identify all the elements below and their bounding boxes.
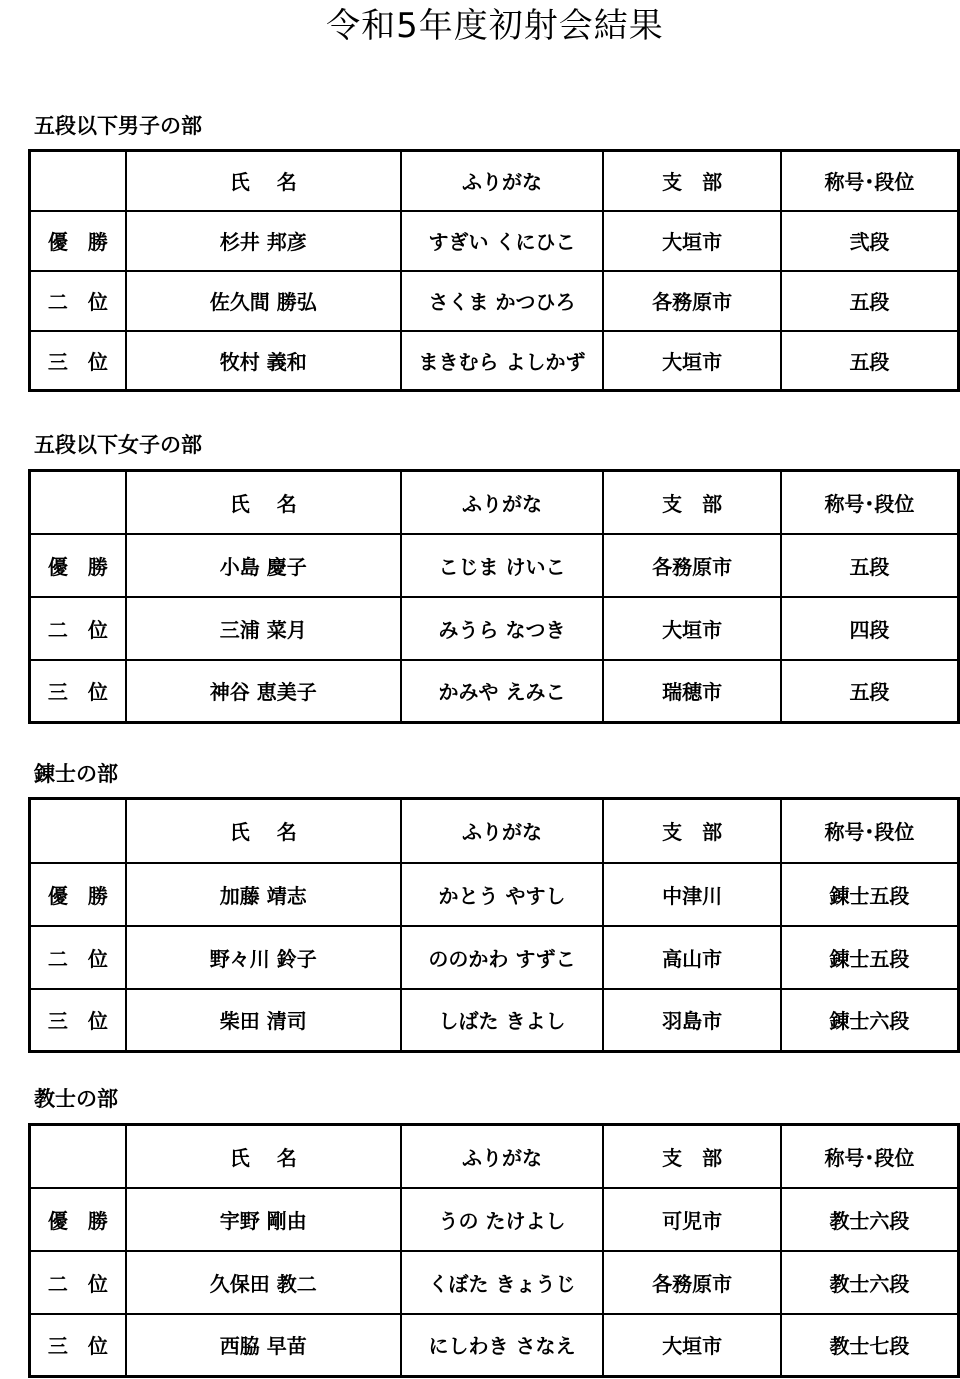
table-row xyxy=(30,926,959,989)
place-cell: 二 位 xyxy=(30,271,126,331)
header-empty-cell xyxy=(30,1125,126,1188)
results-table-men xyxy=(28,149,960,392)
section-title-men: 五段以下男子の部 xyxy=(34,114,202,138)
page-title: 令和5年度初射会結果 xyxy=(326,6,664,46)
header-name: 氏 名 xyxy=(126,151,401,211)
table-row xyxy=(30,660,959,723)
header-furigana: ふりがな xyxy=(401,151,604,211)
grade-cell: 五段 xyxy=(781,534,959,597)
place-cell: 二 位 xyxy=(30,597,126,660)
section-title-renshi: 錬士の部 xyxy=(34,762,118,786)
name-cell: 西脇 早苗 xyxy=(126,1314,401,1377)
results-table-women xyxy=(28,469,960,724)
table-row xyxy=(30,863,959,926)
header-rank-title: 称号･段位 xyxy=(781,799,959,863)
furigana-cell: ののかわ すずこ xyxy=(401,926,604,989)
grade-cell: 教士六段 xyxy=(781,1251,959,1314)
table-row xyxy=(30,597,959,660)
place-cell: 三 位 xyxy=(30,1314,126,1377)
furigana-cell: かとう やすし xyxy=(401,863,604,926)
table-row xyxy=(30,1188,959,1251)
branch-cell: 瑞穂市 xyxy=(603,660,781,723)
name-cell: 神谷 恵美子 xyxy=(126,660,401,723)
place-cell: 三 位 xyxy=(30,989,126,1052)
table-header-row xyxy=(30,471,959,534)
table-header-row xyxy=(30,151,959,211)
grade-cell: 五段 xyxy=(781,660,959,723)
branch-cell: 大垣市 xyxy=(603,1314,781,1377)
place-cell: 優 勝 xyxy=(30,211,126,271)
header-name: 氏 名 xyxy=(126,471,401,534)
grade-cell: 弐段 xyxy=(781,211,959,271)
table-row xyxy=(30,989,959,1052)
header-rank-title: 称号･段位 xyxy=(781,151,959,211)
header-name: 氏 名 xyxy=(126,1125,401,1188)
header-rank-title: 称号･段位 xyxy=(781,1125,959,1188)
name-cell: 柴田 清司 xyxy=(126,989,401,1052)
furigana-cell: さくま かつひろ xyxy=(401,271,604,331)
section-title-women: 五段以下女子の部 xyxy=(34,433,202,457)
place-cell: 三 位 xyxy=(30,660,126,723)
table-row xyxy=(30,331,959,391)
furigana-cell: しばた きよし xyxy=(401,989,604,1052)
furigana-cell: にしわき さなえ xyxy=(401,1314,604,1377)
furigana-cell: まきむら よしかず xyxy=(401,331,604,391)
name-cell: 加藤 靖志 xyxy=(126,863,401,926)
branch-cell: 高山市 xyxy=(603,926,781,989)
branch-cell: 可児市 xyxy=(603,1188,781,1251)
branch-cell: 大垣市 xyxy=(603,597,781,660)
header-branch: 支 部 xyxy=(603,799,781,863)
header-furigana: ふりがな xyxy=(401,1125,604,1188)
table-row xyxy=(30,211,959,271)
header-empty-cell xyxy=(30,151,126,211)
table-header-row xyxy=(30,1125,959,1188)
table-row xyxy=(30,534,959,597)
section-title-kyoshi: 教士の部 xyxy=(34,1087,118,1111)
grade-cell: 教士七段 xyxy=(781,1314,959,1377)
name-cell: 小島 慶子 xyxy=(126,534,401,597)
name-cell: 佐久間 勝弘 xyxy=(126,271,401,331)
branch-cell: 中津川 xyxy=(603,863,781,926)
header-rank-title: 称号･段位 xyxy=(781,471,959,534)
place-cell: 三 位 xyxy=(30,331,126,391)
table-row xyxy=(30,1251,959,1314)
header-empty-cell xyxy=(30,799,126,863)
header-branch: 支 部 xyxy=(603,1125,781,1188)
results-table-kyoshi xyxy=(28,1123,960,1378)
header-name: 氏 名 xyxy=(126,799,401,863)
header-furigana: ふりがな xyxy=(401,799,604,863)
header-empty-cell xyxy=(30,471,126,534)
branch-cell: 大垣市 xyxy=(603,331,781,391)
header-branch: 支 部 xyxy=(603,151,781,211)
name-cell: 杉井 邦彦 xyxy=(126,211,401,271)
name-cell: 牧村 義和 xyxy=(126,331,401,391)
table-header-row xyxy=(30,799,959,863)
furigana-cell: すぎい くにひこ xyxy=(401,211,604,271)
grade-cell: 教士六段 xyxy=(781,1188,959,1251)
furigana-cell: くぼた きょうじ xyxy=(401,1251,604,1314)
place-cell: 二 位 xyxy=(30,926,126,989)
results-table-renshi xyxy=(28,797,960,1053)
table-row xyxy=(30,271,959,331)
branch-cell: 各務原市 xyxy=(603,1251,781,1314)
grade-cell: 四段 xyxy=(781,597,959,660)
furigana-cell: みうら なつき xyxy=(401,597,604,660)
place-cell: 優 勝 xyxy=(30,863,126,926)
grade-cell: 錬士六段 xyxy=(781,989,959,1052)
table-row xyxy=(30,1314,959,1377)
branch-cell: 大垣市 xyxy=(603,211,781,271)
branch-cell: 各務原市 xyxy=(603,271,781,331)
grade-cell: 五段 xyxy=(781,331,959,391)
grade-cell: 錬士五段 xyxy=(781,926,959,989)
header-branch: 支 部 xyxy=(603,471,781,534)
header-furigana: ふりがな xyxy=(401,471,604,534)
place-cell: 優 勝 xyxy=(30,1188,126,1251)
place-cell: 優 勝 xyxy=(30,534,126,597)
name-cell: 三浦 菜月 xyxy=(126,597,401,660)
branch-cell: 各務原市 xyxy=(603,534,781,597)
name-cell: 久保田 教二 xyxy=(126,1251,401,1314)
furigana-cell: かみや えみこ xyxy=(401,660,604,723)
furigana-cell: こじま けいこ xyxy=(401,534,604,597)
place-cell: 二 位 xyxy=(30,1251,126,1314)
name-cell: 野々川 鈴子 xyxy=(126,926,401,989)
grade-cell: 五段 xyxy=(781,271,959,331)
name-cell: 宇野 剛由 xyxy=(126,1188,401,1251)
branch-cell: 羽島市 xyxy=(603,989,781,1052)
grade-cell: 錬士五段 xyxy=(781,863,959,926)
furigana-cell: うの たけよし xyxy=(401,1188,604,1251)
